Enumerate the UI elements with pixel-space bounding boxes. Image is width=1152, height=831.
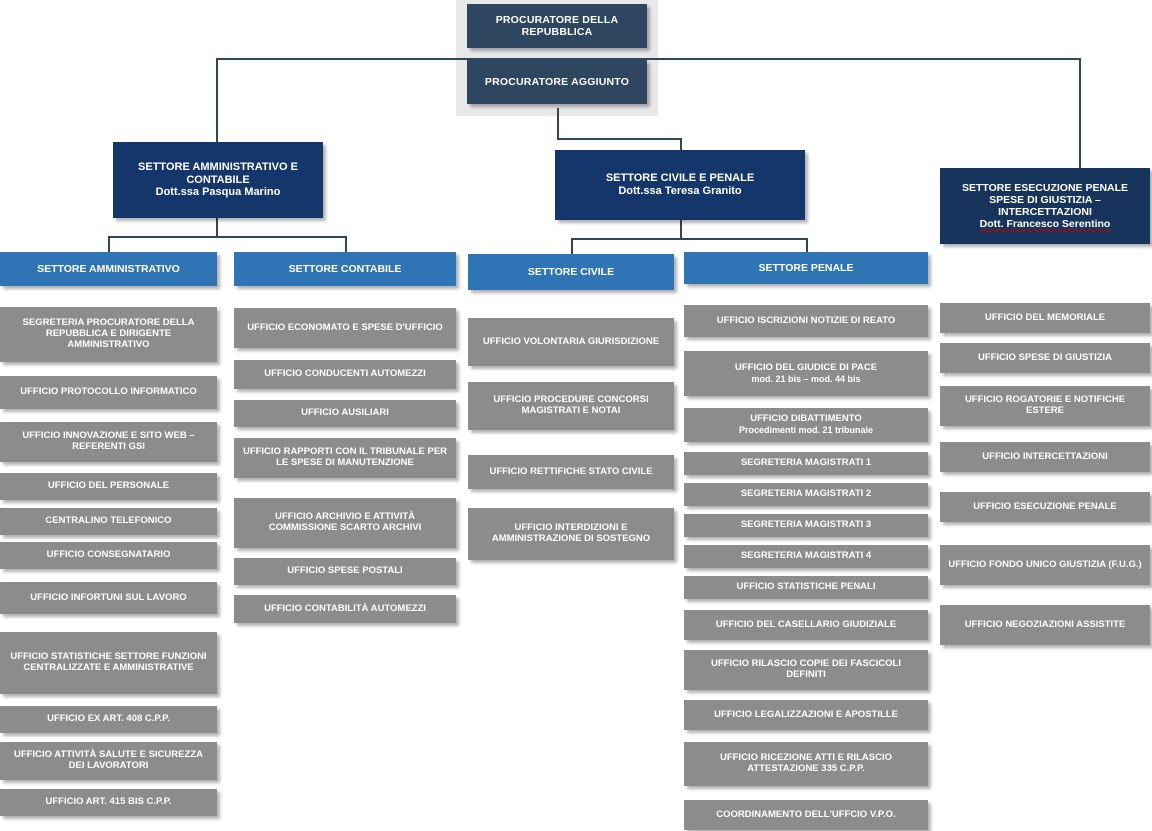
list-item[interactable]: [684, 483, 928, 506]
list-item[interactable]: [0, 742, 217, 780]
item-label: UFFICIO RETTIFICHE STATO CIVILE: [489, 465, 653, 477]
connector: [108, 236, 110, 252]
item-label: UFFICIO RICEZIONE ATTI E RILASCIO ATTESTAZIONE 335 C.P.P.: [719, 752, 893, 774]
node-label: PROCURATORE DELLA REPUBBLICA: [495, 13, 619, 38]
list-item[interactable]: [940, 343, 1150, 373]
list-item[interactable]: [234, 400, 456, 427]
connector: [680, 220, 682, 238]
node-procuratore[interactable]: [467, 4, 647, 48]
list-item[interactable]: [684, 610, 928, 640]
list-item[interactable]: [468, 318, 674, 366]
list-item[interactable]: [684, 408, 928, 442]
list-item[interactable]: [684, 351, 928, 396]
item-label: UFFICIO ISCRIZIONI NOTIZIE DI REATO: [716, 314, 896, 326]
item-label: UFFICIO FONDO UNICO GIUSTIZIA (F.U.G.): [948, 558, 1142, 570]
node-title: SETTORE ESECUZIONE PENALE SPESE DI GIUSTIZIA – INTERCETTAZIONI: [961, 181, 1129, 218]
connector: [571, 238, 806, 240]
list-item[interactable]: [940, 303, 1150, 333]
node-person: Dott. Francesco Serentino: [979, 218, 1111, 231]
connector: [806, 238, 808, 252]
list-item[interactable]: [0, 376, 217, 409]
item-label: SEGRETERIA MAGISTRATI 1: [740, 457, 872, 469]
item-label: UFFICIO DEL MEMORIALE: [984, 311, 1106, 323]
list-item[interactable]: [684, 576, 928, 599]
item-label: UFFICIO DEL PERSONALE: [47, 480, 170, 492]
item-label: UFFICIO CONTABILITÀ AUTOMEZZI: [264, 602, 426, 614]
item-label: CENTRALINO TELEFONICO: [45, 515, 172, 527]
node-settore-esecuzione-penale[interactable]: [940, 168, 1150, 244]
connector: [571, 238, 573, 254]
list-item[interactable]: [0, 307, 217, 362]
list-item[interactable]: [940, 442, 1150, 472]
connector: [557, 138, 681, 140]
connector: [1079, 58, 1081, 168]
node-settore-civile-penale[interactable]: [555, 150, 805, 220]
item-label: UFFICIO ROGATORIE E NOTIFICHE ESTERE: [964, 394, 1126, 416]
item-label: UFFICIO INFORTUNI SUL LAVORO: [30, 591, 187, 603]
list-item[interactable]: [940, 492, 1150, 522]
item-label: UFFICIO ART. 415 BIS C.P.P.: [45, 796, 172, 808]
item-label: SEGRETERIA MAGISTRATI 3: [740, 519, 872, 531]
item-label: UFFICIO ECONOMATO E SPESE D'UFFICIO: [247, 321, 443, 333]
list-item[interactable]: [234, 558, 456, 585]
list-item[interactable]: [940, 605, 1150, 645]
list-item[interactable]: [0, 473, 217, 500]
item-label: UFFICIO ARCHIVIO E ATTIVITÀ COMMISSIONE SCARTO ARCHIVI: [268, 511, 422, 533]
item-label: SEGRETERIA MAGISTRATI 4: [740, 550, 872, 562]
list-item[interactable]: [234, 438, 456, 478]
item-label: UFFICIO LEGALIZZAZIONI E APOSTILLE: [714, 708, 898, 720]
list-item[interactable]: [684, 700, 928, 730]
list-item[interactable]: [468, 508, 674, 560]
item-label: UFFICIO INNOVAZIONE E SITO WEB – REFERENTI GSI: [22, 430, 195, 452]
connector: [108, 236, 346, 238]
list-item[interactable]: [234, 360, 456, 389]
node-title: SETTORE CIVILE E PENALE: [605, 172, 755, 185]
item-label: UFFICIO RAPPORTI CON IL TRIBUNALE PER LE SPESE DI MANUTENZIONE: [242, 446, 448, 468]
list-item[interactable]: [234, 498, 456, 548]
item-label: UFFICIO RILASCIO COPIE DEI FASCICOLI DEFINITI: [710, 658, 901, 680]
list-item[interactable]: [0, 582, 217, 614]
column-header-label: SETTORE CIVILE: [527, 265, 615, 278]
node-title: SETTORE AMMINISTRATIVO E CONTABILE: [138, 161, 298, 186]
item-label: UFFICIO DIBATTIMENTO: [750, 413, 862, 425]
connector: [216, 218, 218, 236]
item-label: COORDINAMENTO DELL'UFFCIO V.P.O.: [716, 808, 896, 820]
item-label: UFFICIO DEL GIUDICE DI PACE: [734, 361, 878, 373]
list-item[interactable]: [0, 789, 217, 816]
item-label: UFFICIO INTERDIZIONI E AMMINISTRAZIONE DI SOSTEGNO: [491, 522, 651, 544]
list-item[interactable]: [684, 305, 928, 337]
column-header-label: SETTORE CONTABILE: [288, 262, 402, 275]
connector: [557, 108, 559, 138]
list-item[interactable]: [940, 386, 1150, 426]
list-item[interactable]: [234, 308, 456, 348]
header-settore-amministrativo[interactable]: [0, 252, 217, 286]
node-settore-amministrativo-contabile[interactable]: [113, 142, 323, 218]
list-item[interactable]: [0, 706, 217, 733]
list-item[interactable]: [0, 542, 217, 569]
column-header-label: SETTORE PENALE: [758, 261, 854, 274]
item-label: UFFICIO SPESE DI GIUSTIZIA: [977, 351, 1113, 363]
list-item[interactable]: [684, 742, 928, 786]
item-label: UFFICIO ATTIVITÀ SALUTE E SICUREZZA DEI LAVORATORI: [14, 749, 203, 771]
list-item[interactable]: [684, 545, 928, 568]
list-item[interactable]: [940, 545, 1150, 585]
list-item[interactable]: [0, 422, 217, 462]
connector: [345, 236, 347, 252]
list-item[interactable]: [0, 508, 217, 535]
header-settore-contabile[interactable]: [234, 252, 456, 286]
node-label: PROCURATORE AGGIUNTO: [484, 75, 630, 88]
item-label: UFFICIO DEL CASELLARIO GIUDIZIALE: [715, 618, 897, 630]
list-item[interactable]: [684, 452, 928, 475]
header-settore-penale[interactable]: [684, 252, 928, 284]
item-note: mod. 21 bis – mod. 44 bis: [751, 373, 861, 384]
list-item[interactable]: [684, 800, 928, 830]
item-label: UFFICIO PROCEDURE CONCORSI MAGISTRATI E NOTAI: [493, 394, 649, 416]
item-label: UFFICIO SPESE POSTALI: [287, 565, 403, 577]
header-settore-civile[interactable]: [468, 254, 674, 290]
list-item[interactable]: [0, 632, 217, 694]
item-label: UFFICIO ESECUZIONE PENALE: [973, 500, 1117, 512]
item-label: UFFICIO STATISTICHE SETTORE FUNZIONI CENTRALIZZATE E AMMINISTRATIVE: [10, 651, 207, 673]
node-person: Dott.ssa Teresa Granito: [618, 185, 742, 197]
item-label: UFFICIO STATISTICHE PENALI: [736, 581, 876, 593]
item-label: UFFICIO CONDUCENTI AUTOMEZZI: [264, 368, 426, 380]
list-item[interactable]: [468, 455, 674, 489]
item-label: UFFICIO NEGOZIAZIONI ASSISTITE: [964, 618, 1126, 630]
list-item[interactable]: [684, 514, 928, 537]
item-label: UFFICIO AUSILIARI: [301, 407, 389, 419]
item-label: UFFICIO VOLONTARIA GIURISDIZIONE: [482, 335, 660, 347]
connector: [680, 138, 682, 150]
node-person: Dott.ssa Pasqua Marino: [155, 186, 281, 199]
column-header-label: SETTORE AMMINISTRATIVO: [37, 262, 180, 275]
node-procuratore-aggiunto[interactable]: [467, 60, 647, 104]
list-item[interactable]: [684, 650, 928, 690]
connector: [216, 58, 218, 143]
list-item[interactable]: [468, 382, 674, 430]
item-label: UFFICIO CONSEGNATARIO: [46, 549, 171, 561]
connector: [216, 58, 1080, 60]
list-item[interactable]: [234, 595, 456, 623]
item-label: UFFICIO PROTOCOLLO INFORMATICO: [20, 386, 197, 398]
item-label: UFFICIO INTERCETTAZIONI: [982, 450, 1108, 462]
item-label: SEGRETERIA PROCURATORE DELLA REPUBBLICA E DIRIGENTE AMMINISTRATIVO: [22, 317, 195, 350]
item-note: Procedimenti mod. 21 tribunale: [738, 425, 874, 436]
item-label: UFFICIO EX ART. 408 C.P.P.: [47, 713, 170, 725]
item-label: SEGRETERIA MAGISTRATI 2: [740, 488, 872, 500]
